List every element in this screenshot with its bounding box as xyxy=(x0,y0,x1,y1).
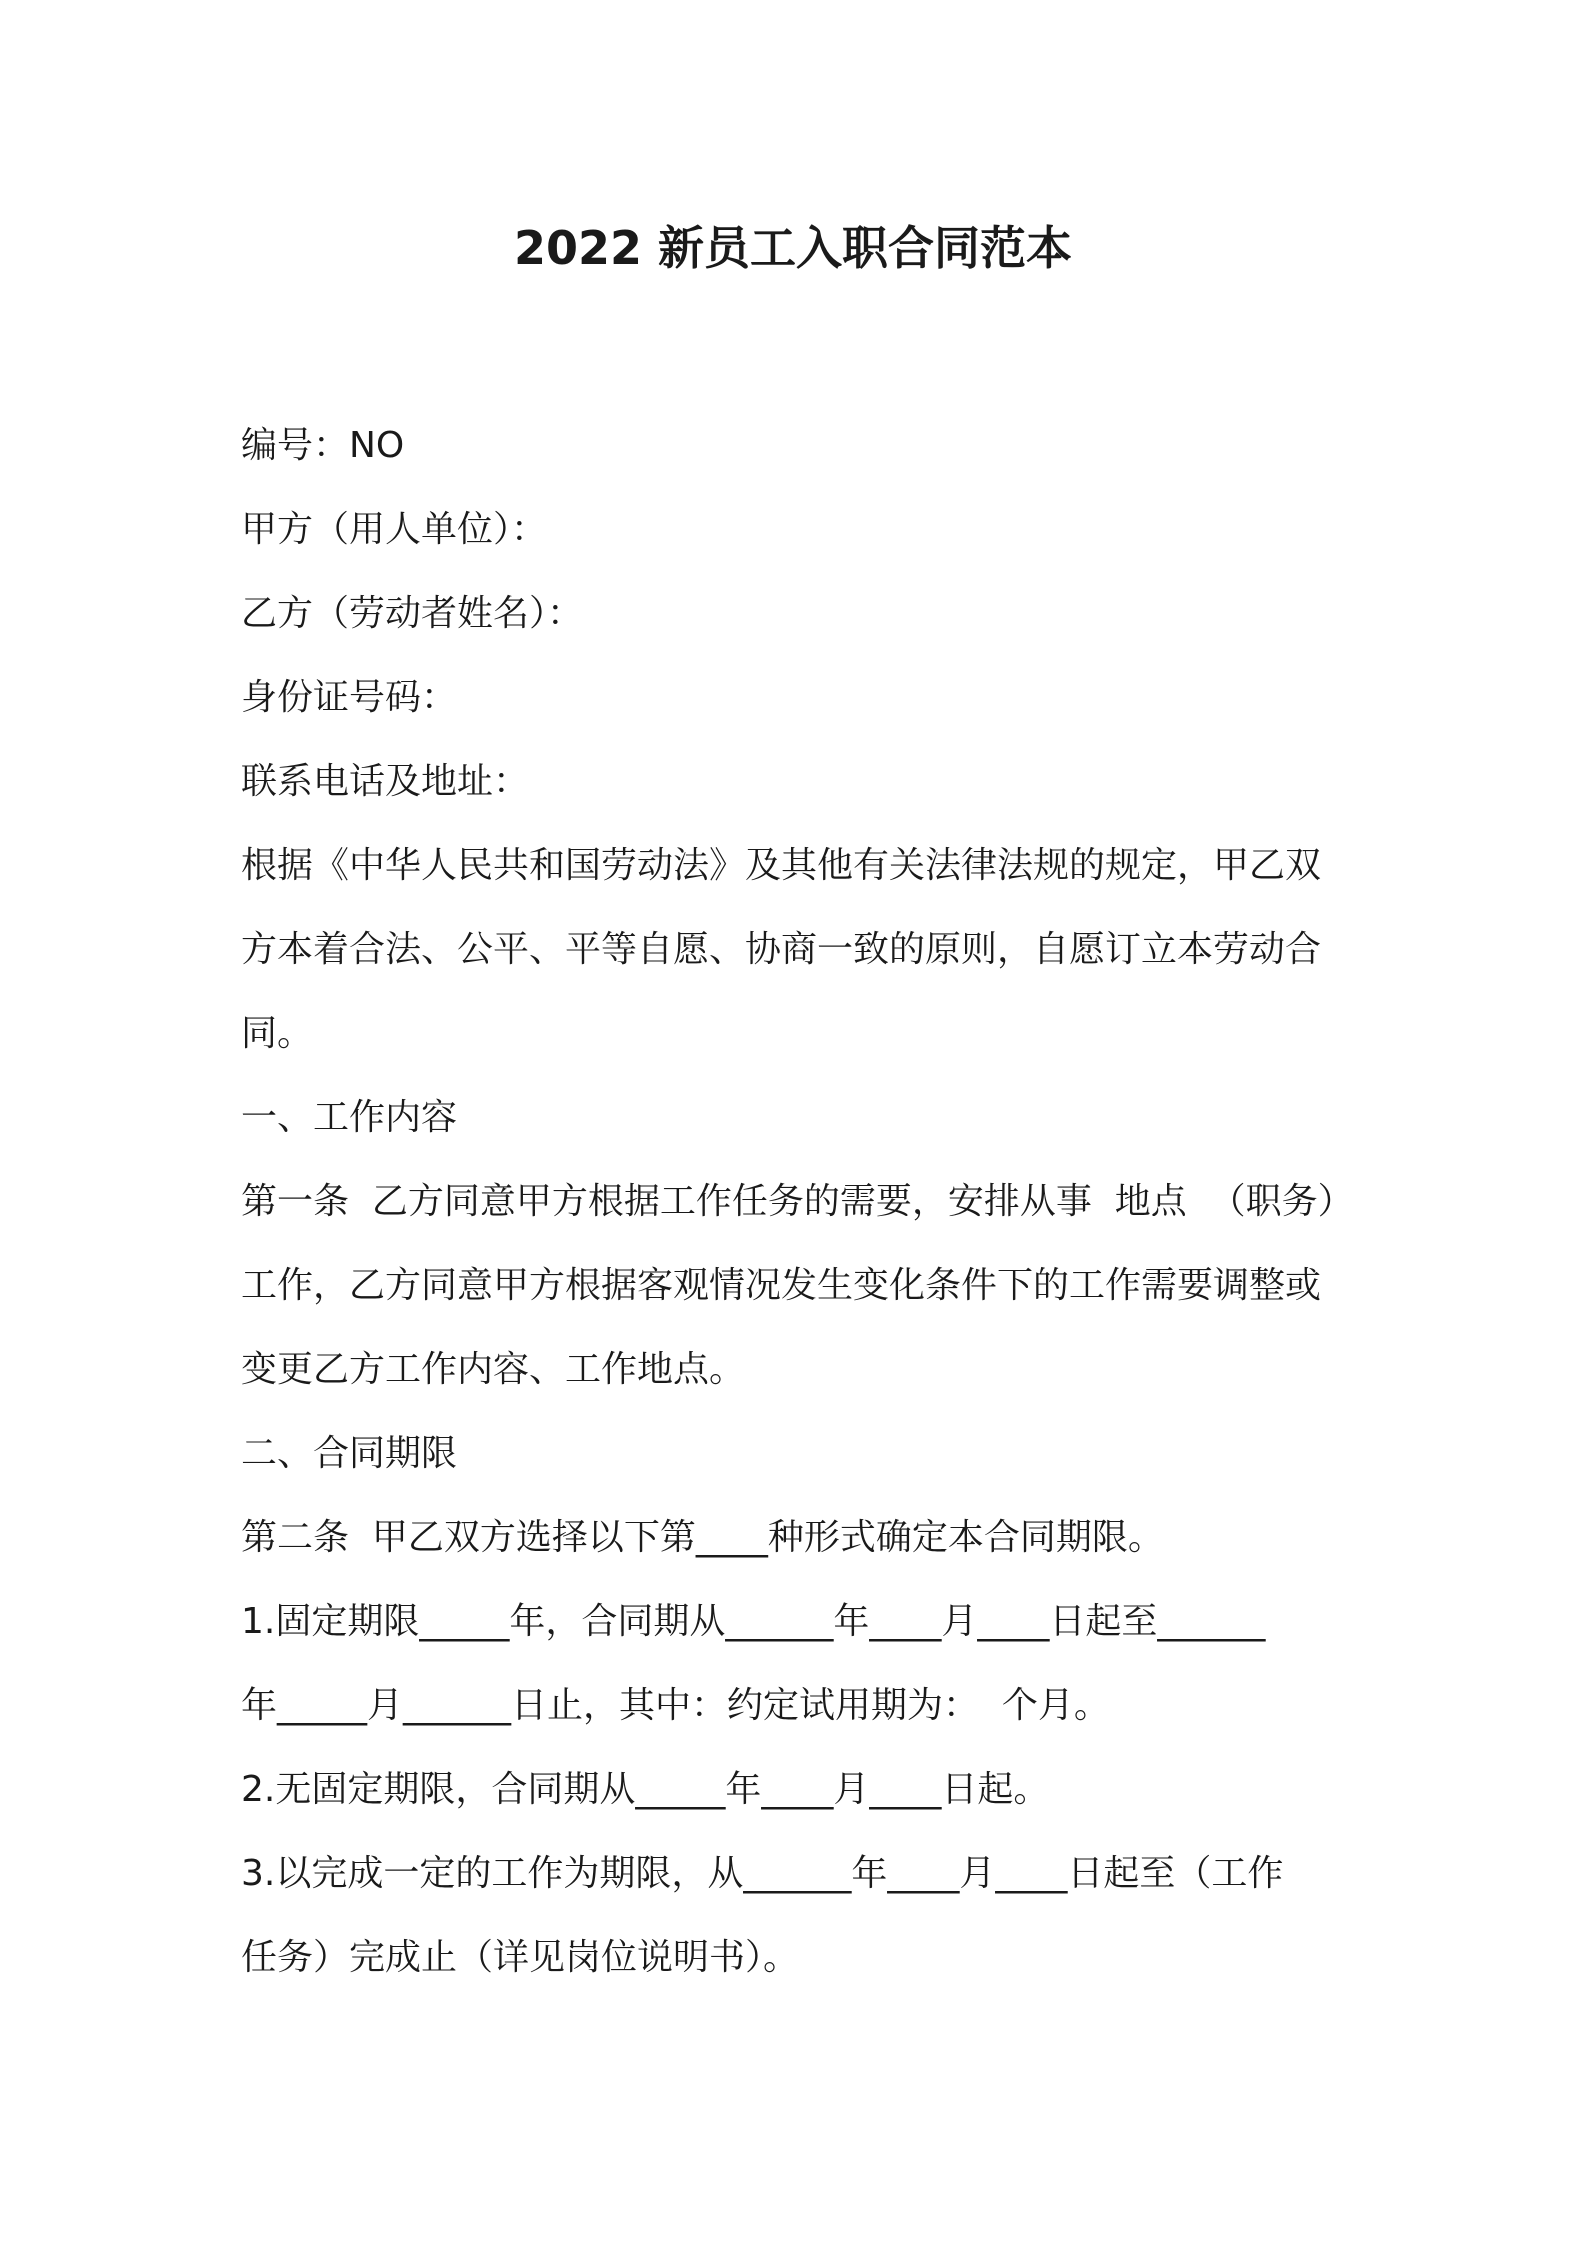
option-3-line-2: 任务）完成止（详见岗位说明书）。 xyxy=(241,1937,800,1978)
preamble-line-2: 方本着合法、公平、平等自愿、协商一致的原则，自愿订立本劳动合 xyxy=(241,929,1322,970)
article-1-line-1: 第一条 乙方同意甲方根据工作任务的需要，安排从事 地点 （职务） xyxy=(241,1181,1354,1222)
id-number-line: 身份证号码： xyxy=(241,677,458,718)
option-2-line: 2.无固定期限，合同期从_____年____月____日起。 xyxy=(241,1769,1050,1810)
party-a-line: 甲方（用人单位）： xyxy=(241,509,548,550)
contact-line: 联系电话及地址： xyxy=(241,761,530,802)
article-1-line-2: 工作，乙方同意甲方根据客观情况发生变化条件下的工作需要调整或 xyxy=(241,1265,1322,1306)
preamble-line-3: 同。 xyxy=(241,1013,314,1054)
party-b-line: 乙方（劳动者姓名）： xyxy=(241,593,584,634)
preamble-line-1: 根据《中华人民共和国劳动法》及其他有关法律法规的规定，甲乙双 xyxy=(241,845,1322,886)
section-heading-work-content: 一、工作内容 xyxy=(241,1097,458,1138)
option-1-line-1: 1.固定期限_____年，合同期从______年____月____日起至______ xyxy=(241,1601,1266,1642)
document-body xyxy=(241,404,1361,2000)
contract-number-line: 编号：NO xyxy=(241,425,405,466)
article-2-line: 第二条 甲乙双方选择以下第____种形式确定本合同期限。 xyxy=(241,1517,1164,1558)
option-3-line-1: 3.以完成一定的工作为期限，从______年____月____日起至（工作 xyxy=(241,1853,1284,1894)
article-1-line-3: 变更乙方工作内容、工作地点。 xyxy=(241,1349,746,1390)
document-title: 2022 新员工入职合同范本 xyxy=(513,221,1073,275)
option-1-line-2: 年_____月______日止，其中：约定试用期为： 个月。 xyxy=(241,1685,1110,1726)
section-heading-contract-term: 二、合同期限 xyxy=(241,1433,458,1474)
